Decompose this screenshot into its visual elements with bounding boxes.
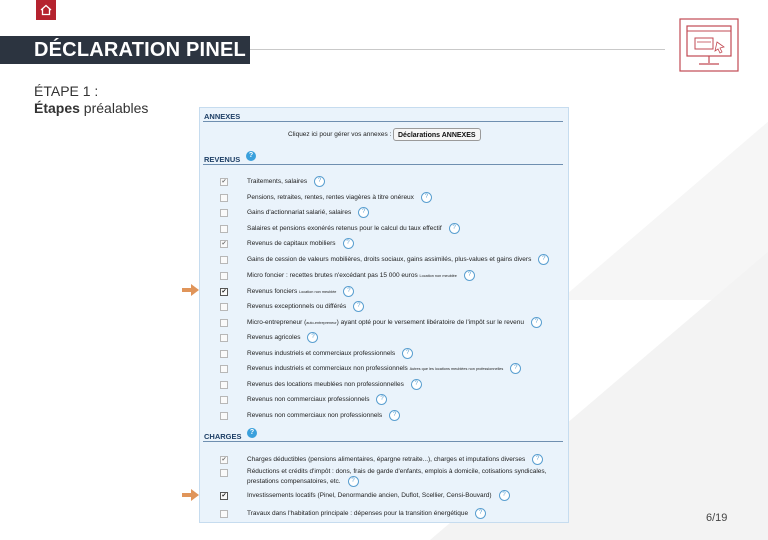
help-icon[interactable]: ? [348,476,359,487]
label-text: Investissements locatifs (Pinel, Denormandie ancien, Duflot, Scellier, Censi-Bouvard) [247,492,492,500]
checkbox-label [247,348,413,359]
checkbox[interactable]: ✔ [221,241,227,247]
arrow-right-icon [182,284,200,296]
help-icon[interactable]: ? [538,254,549,265]
label-text: Revenus non commerciaux non professionnels [247,412,383,420]
checkbox-label [247,286,354,297]
help-icon[interactable]: ? [464,270,475,281]
title-bar [0,36,250,64]
checkbox-label [247,176,325,187]
help-icon[interactable]: ? [343,238,354,249]
help-icon[interactable]: ? [343,286,354,297]
label-text: Charges déductibles (pensions alimentaires, épargne retraite...), charges et imputations diverses [247,456,526,464]
checkbox-label [247,207,369,218]
section-title-revenus: REVENUS [204,155,241,164]
checkbox-row[interactable] [220,363,521,375]
checkbox-label [247,454,543,465]
checkbox-row[interactable] [220,410,400,422]
checkbox[interactable] [220,396,228,404]
label-text: Revenus exceptionnels ou différés [247,303,347,311]
checkbox[interactable]: ✔ [221,179,227,185]
checkbox[interactable] [220,194,228,202]
checkbox[interactable] [220,381,228,389]
step-heading [34,83,148,117]
checkbox-row[interactable] [220,192,432,204]
checkbox-label [247,223,460,234]
checkbox-label [247,363,521,374]
checkbox-row[interactable] [220,490,510,502]
label-text: Gains de cession de valeurs mobilières, droits sociaux, gains assimilés, plus-values et gains divers [247,256,532,264]
label-text: Revenus de capitaux mobiliers [247,240,336,248]
help-icon[interactable]: ? [358,207,369,218]
label-text: Revenus non commerciaux professionnels [247,396,370,404]
checkbox[interactable] [220,350,228,358]
help-icon[interactable]: ? [353,301,364,312]
step-subtitle-rest: préalables [79,100,149,116]
label-note: Location non meublée [299,290,337,295]
checkbox-label [247,317,542,328]
section-divider [203,441,563,442]
label-text: Micro-entrepreneur ( [247,319,307,327]
label-text: Réductions et crédits d'impôt : dons, frais de garde d'enfants, emplois à domicile, cotisations syndicales, prestations compensatoires, etc. [247,468,547,486]
header-divider [250,49,665,50]
label-text: Micro foncier : recettes brutes n'excédant pas 15 000 euros [247,272,418,280]
annexes-button[interactable]: Déclarations ANNEXES [393,128,481,141]
checkbox[interactable] [220,469,228,477]
checkbox[interactable] [220,319,228,327]
label-note: Autres que les locations meublées non professionnelles [409,367,504,372]
checkbox-row[interactable] [220,348,413,360]
checkbox[interactable] [220,365,228,373]
checkbox[interactable] [220,209,228,217]
logo [36,0,56,20]
label-text-after: ) ayant opté pour le versement libératoire de l'impôt sur le revenu [336,319,524,327]
page-title: DÉCLARATION PINEL [34,38,246,61]
checkbox-row[interactable] [220,379,422,391]
label-text: Revenus industriels et commerciaux professionnels [247,350,396,358]
checkbox-row[interactable] [220,286,354,298]
help-icon[interactable]: ? [532,454,543,465]
help-icon[interactable]: ? [389,410,400,421]
checkbox-row[interactable] [220,301,364,313]
help-icon[interactable]: ? [376,394,387,405]
page-number: 6/19 [706,512,728,524]
label-note: Location non meublée [419,274,457,279]
home-icon [39,3,53,17]
help-icon[interactable]: ? [402,348,413,359]
help-icon[interactable]: ? [499,490,510,501]
checkbox-row[interactable] [220,394,387,406]
label-text: Travaux dans l'habitation principale : dépenses pour la transition énergétique [247,510,469,518]
checkbox-label [247,508,486,519]
step-subtitle [34,100,148,117]
checkbox-row[interactable] [220,223,460,235]
label-note: auto-entrepreneur [306,321,337,326]
checkbox-label [247,254,549,265]
checkbox-row[interactable] [220,317,542,329]
checkbox-row[interactable] [220,508,486,520]
checkbox[interactable] [220,272,228,280]
checkbox-label [247,410,400,421]
checkbox-row[interactable] [220,176,325,188]
section-divider [203,121,563,122]
checkbox-label [247,238,354,249]
checkbox-row[interactable] [220,454,543,466]
checkbox-label [247,192,432,203]
help-icon[interactable]: ? [421,192,432,203]
label-text: Gains d'actionnariat salarié, salaires [247,209,352,217]
help-icon[interactable]: ? [247,428,257,438]
checkbox[interactable] [220,412,228,420]
checkbox-label [247,467,547,487]
checkbox-row[interactable] [220,254,549,266]
checkbox-label [247,332,318,343]
help-icon[interactable]: ? [531,317,542,328]
checkbox[interactable]: ✔ [221,457,227,463]
checkbox-row[interactable] [220,207,369,219]
checkbox-label [247,394,387,405]
arrow-right-icon [182,489,200,501]
help-icon[interactable]: ? [510,363,521,374]
label-text: Traitements, salaires [247,178,308,186]
step-number: ÉTAPE 1 : [34,83,99,99]
label-text: Pensions, retraites, rentes, rentes viagères à titre onéreux [247,194,414,202]
help-icon[interactable]: ? [246,151,256,161]
label-text: Revenus fonciers [247,288,298,296]
label-text: Salaires et pensions exonérés retenus pour le calcul du taux effectif [247,225,442,233]
label-text: Revenus industriels et commerciaux non professionnels [247,365,408,373]
step-subtitle-bold: Étapes [34,100,80,116]
checkbox-label [247,379,422,390]
checkbox[interactable] [220,256,228,264]
section-title-charges: CHARGES [204,432,242,441]
checkbox[interactable] [220,303,228,311]
checkbox[interactable]: ✔ [221,289,227,295]
checkbox-row[interactable] [220,270,475,282]
label-text: Revenus des locations meublées non professionnelles [247,381,404,389]
checkbox-label [247,270,475,281]
help-icon[interactable]: ? [314,176,325,187]
label-text: Revenus agricoles [247,334,301,342]
checkbox-row[interactable] [220,332,318,344]
help-icon[interactable]: ? [449,223,460,234]
help-icon[interactable]: ? [307,332,318,343]
section-divider [203,164,563,165]
checkbox[interactable] [220,334,228,342]
checkbox[interactable] [220,225,228,233]
tax-form-panel [199,107,569,523]
help-icon[interactable]: ? [475,508,486,519]
checkbox-row[interactable] [220,238,354,250]
checkbox-label [247,490,510,501]
annexes-prompt: Cliquez ici pour gérer vos annexes : [288,131,392,138]
monitor-icon [679,18,739,72]
checkbox-label [247,301,364,312]
section-title-annexes: ANNEXES [204,112,241,121]
checkbox-row[interactable] [220,467,547,486]
checkbox[interactable] [220,510,228,518]
help-icon[interactable]: ? [411,379,422,390]
checkbox[interactable]: ✔ [221,493,227,499]
